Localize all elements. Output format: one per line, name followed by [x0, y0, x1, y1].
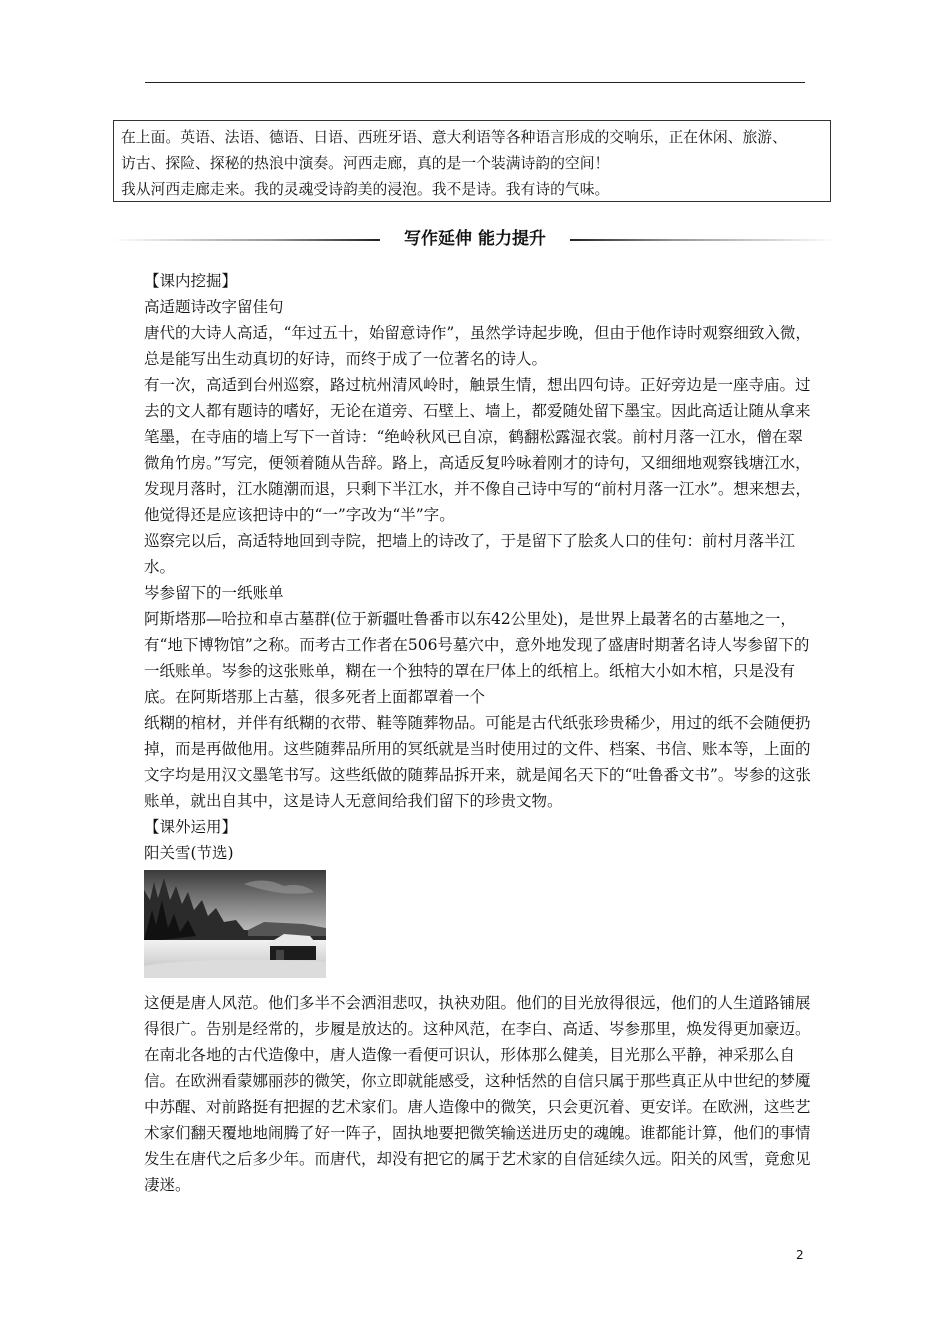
paragraph: 唐代的大诗人高适，“年过五十，始留意诗作”，虽然学诗起步晚，但由于他作诗时观察细致入微，总是能写出生动真切的好诗，而终于成了一位著名的诗人。	[144, 324, 811, 368]
snow-landscape-photo	[144, 870, 326, 978]
passage-title: 阳关雪(节选)	[144, 844, 234, 862]
paragraph: 这便是唐人风范。他们多半不会洒泪悲叹，执袂劝阻。他们的目光放得很远，他们的人生道路铺展得很广。告别是经常的，步履是放达的。这种风范，在李白、高适、岑参那里，焕发得更加豪迈。在南北各地的古代造像中，唐人造像一看便可识认，形体那么健美，目光那么平静，神采那么自信。在欧洲看蒙娜丽莎的微笑，你立即就能感受，这种恬然的自信只属于那些真正从中世纪的梦魇中苏醒、对前路挺有把握的艺术家们。唐人造像中的微笑，只会更沉着、更安详。在欧洲，这些艺术家们翻天覆地地闹腾了好一阵子，固执地要把微笑输送进历史的魂魄。谁都能计算，他们的事情发生在唐代之后多少年。而唐代，却没有把它的属于艺术家的自信延续久远。阳关的风雪，竟愈见凄迷。	[144, 994, 811, 1194]
paragraph: 有一次，高适到台州巡察，路过杭州清风岭时，触景生情，想出四句诗。正好旁边是一座寺庙。过去的文人都有题诗的嗜好，无论在道旁、石壁上、墙上，都爱随处留下墨宝。因此高适让随从拿来笔墨，在寺庙的墙上写下一首诗：“绝岭秋风已自凉，鹤翻松露湿衣裳。前村月落一江水，僧在翠微角竹房。”写完，便领着随从告辞。路上，高适反复吟咏着刚才的诗句，又细细地观察钱塘江水，发现月落时，江水随潮而退，只剩下半江水，并不像自己诗中写的“前村月落一江水”。想来想去，他觉得还是应该把诗中的“一”字改为“半”字。	[144, 376, 811, 524]
outclass-heading: 【课外运用】	[144, 818, 238, 836]
boxed-excerpt	[113, 120, 831, 202]
inclass-heading: 【课内挖掘】	[144, 272, 238, 290]
page-number: 2	[796, 1248, 804, 1262]
box-line: 在上面。英语、法语、德语、日语、西班牙语、意大利语等各种语言形成的交响乐，正在休闲、旅游、	[121, 129, 787, 146]
section-banner	[112, 226, 838, 252]
story-title: 高适题诗改字留佳句	[144, 298, 284, 316]
story-title: 岑参留下的一纸账单	[144, 584, 284, 602]
box-line: 访古、探险、探秘的热浪中演奏。河西走廊，真的是一个装满诗韵的空间！	[121, 155, 610, 172]
header-rule	[145, 82, 805, 83]
paragraph: 纸糊的棺材，并伴有纸糊的衣带、鞋等随葬物品。可能是古代纸张珍贵稀少，用过的纸不会随便扔掉，而是再做他用。这些随葬品所用的冥纸就是当时使用过的文件、档案、书信、账本等，上面的文字均是用汉文墨笔书写。这些纸做的随葬品拆开来，就是闻名天下的“吐鲁番文书”。岑参的这张账单，就出自其中，这是诗人无意间给我们留下的珍贵文物。	[144, 714, 811, 810]
paragraph: 阿斯塔那—哈拉和卓古墓群(位于新疆吐鲁番市以东42公里处)，是世界上最著名的古墓地之一，有“地下博物馆”之称。而考古工作者在506号墓穴中，意外地发现了盛唐时期著名诗人岑参留下的一纸账单。岑参的这张账单，糊在一个独特的罩在尸体上的纸棺上。纸棺大小如木棺，只是没有底。在阿斯塔那上古墓，很多死者上面都罩着一个	[144, 610, 810, 706]
main-content	[144, 268, 814, 1198]
banner-line-right	[570, 239, 838, 241]
section-title: 写作延伸 能力提升	[404, 229, 546, 249]
paragraph: 巡察完以后，高适特地回到寺院，把墙上的诗改了，于是留下了脍炙人口的佳句：前村月落半江水。	[144, 532, 796, 576]
box-line: 我从河西走廊走来。我的灵魂受诗韵美的浸泡。我不是诗。我有诗的气味。	[121, 181, 610, 198]
